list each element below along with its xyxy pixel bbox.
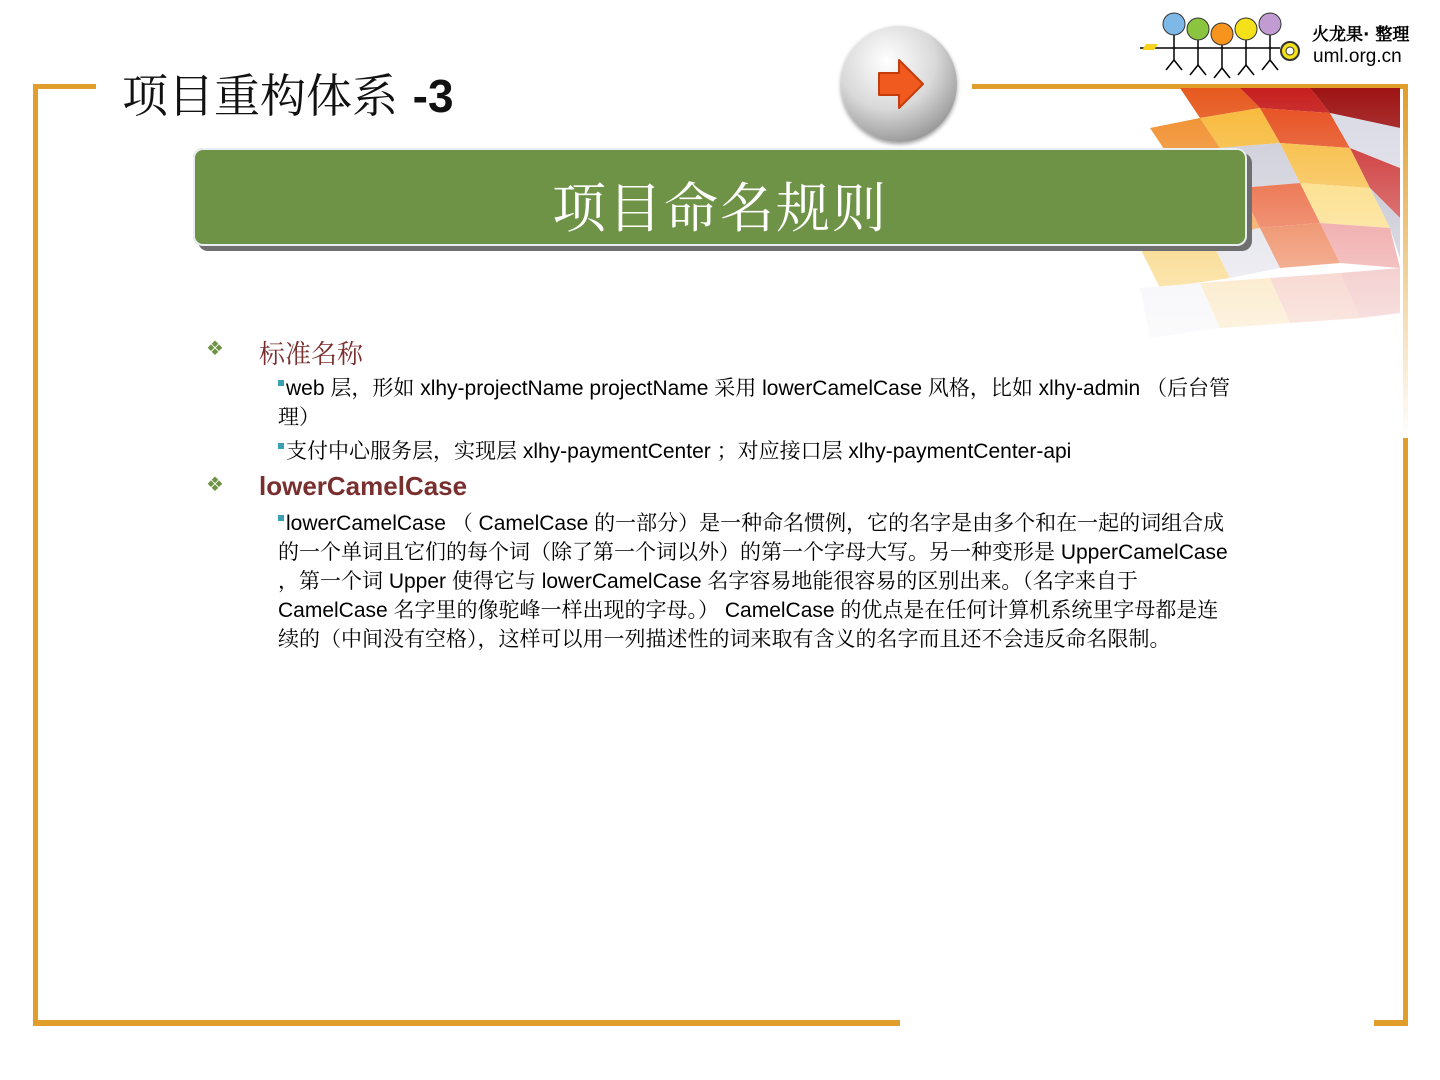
square-bullet-icon: [278, 380, 284, 386]
next-slide-button[interactable]: [841, 26, 957, 142]
logo-text-brand: 火龙果· 整理: [1312, 25, 1410, 45]
slide-title-number: -3: [412, 70, 454, 122]
square-bullet-icon: [278, 443, 284, 449]
slide-title-main: 项目重构体系: [122, 69, 413, 123]
frame-left: [33, 84, 38, 1026]
section-heading-standard-name: 标准名称: [259, 340, 364, 370]
section-heading-lower-camel-case: lowerCamelCase: [259, 471, 468, 501]
frame-bottom-right: [1374, 1020, 1408, 1026]
arrow-right-icon: [841, 26, 957, 142]
banner-title: 项目命名规则: [552, 177, 888, 240]
list-item: 支付中心服务层，实现层 xlhy-paymentCenter ；对应接口层 xlhy-paymentCenter-api: [278, 437, 1233, 466]
diamond-bullet-icon: ❖: [206, 336, 224, 360]
slide-title: [122, 60, 454, 126]
diamond-bullet-icon: ❖: [206, 472, 224, 496]
square-bullet-icon: [278, 515, 284, 521]
frame-bottom-left: [33, 1020, 900, 1026]
list-item: web 层，形如 xlhy-projectName projectName 采用 lowerCamelCase 风格，比如 xlhy-admin （后台管理）: [278, 377, 1231, 429]
logo-text-site: uml.org.cn: [1313, 46, 1402, 67]
frame-top-left: [33, 84, 96, 89]
section-banner: [193, 148, 1247, 246]
list-item: lowerCamelCase （ CamelCase 的一部分）是一种命名惯例，它的名字是由多个和在一起的词组合成的一个单词且它们的每个词（除了第一个词以外）的第一个字母大写。另一种变形是 UpperCamelCase ，第一个词 Upper 使得它与 lowerCamelCase 名字容易地能很容易的区别出来。（名字来自于 CamelCase 名字里的像驼峰一样出现的字母。） CamelCase 的优点是在任何计算机系统里字母都是连续的（中间没有空格），这样可以用一列描述性的词来取有含义的名字而且还不会违反命名限制。: [278, 512, 1228, 651]
